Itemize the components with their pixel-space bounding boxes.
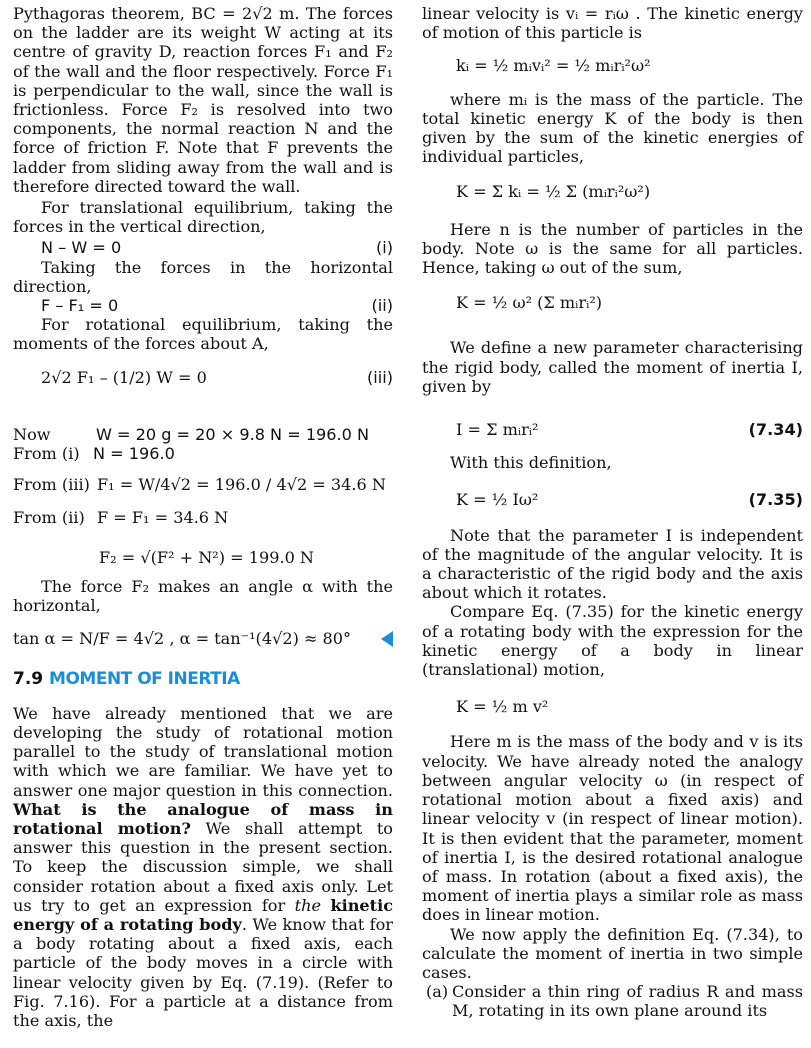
calc-equation: N = 196.0: [93, 444, 175, 464]
equation: [13, 238, 393, 257]
left-column: [13, 4, 393, 1030]
right-column: [422, 4, 803, 1021]
equation-text: N – W = 0: [41, 238, 122, 258]
text-run: . We know that for a body rotating about a fixed axis, each particle of the body moves in a circle with linear velocity given by Eq. (7.19). (Refer to Fig. 7.16). For a particle at a distance from the axis, the: [13, 914, 393, 1030]
section-number: 7.9: [13, 669, 44, 690]
calc-label: From (iii): [13, 475, 90, 495]
paragraph: linear velocity is vᵢ = rᵢω . The kinetic energy of motion of this particle is: [422, 4, 803, 43]
calc-row: [13, 548, 393, 567]
equation-number: (7.35): [748, 490, 803, 510]
paragraph: Compare Eq. (7.35) for the kinetic energy of a rotating body with the expression for the kinetic energy of a body in linear (translational) motion,: [422, 602, 803, 680]
calc-equation: W = 20 g = 20 × 9.8 N = 196.0 N: [96, 424, 370, 444]
calc-row: [13, 444, 393, 463]
calc-row: [13, 425, 393, 444]
calc-row: [13, 508, 393, 527]
equation-text: 2√2 F₁ – (1/2) W = 0: [41, 367, 207, 387]
equation-text: I = Σ mᵢrᵢ²: [456, 420, 539, 440]
equation: [13, 368, 393, 387]
calc-equation: F₂ = √(F² + N²) = 199.0 N: [99, 547, 315, 567]
calc-equation: F = F₁ = 34.6 N: [97, 508, 229, 528]
paragraph: Note that the parameter I is independent of the magnitude of the angular velocity. It is a characteristic of the rigid body and the axis about which it rotates.: [422, 525, 803, 603]
paragraph: where mᵢ is the mass of the particle. The total kinetic energy K of the body is then given by the sum of the kinetic energies of individual particles,: [422, 89, 803, 167]
equation-number: (ii): [371, 296, 393, 316]
list-item-text: Consider a thin ring of radius R and mass M, rotating in its own plane around its: [452, 982, 803, 1021]
equation-number: (iii): [367, 367, 393, 387]
calc-label: Now: [13, 424, 51, 444]
italic-text: the: [294, 895, 331, 915]
equation-text: tan α = N/F = 4√2 , α = tan⁻¹(4√2) ≈ 80°: [13, 629, 352, 649]
paragraph: Here n is the number of particles in the body. Note ω is the same for all particles. Hence, taking ω out of the sum,: [422, 219, 803, 278]
paragraph: [13, 704, 393, 1030]
text-run: We have already mentioned that we are developing the study of rotational motion parallel to the study of translational motion with which we are familiar. We have yet to answer one major question in this connection.: [13, 703, 393, 800]
list-item: [422, 982, 803, 1020]
paragraph: The force F₂ makes an angle α with the horizontal,: [13, 576, 393, 616]
equation: [13, 629, 393, 648]
equation: [422, 420, 803, 439]
left-arrow-icon: [381, 631, 393, 647]
paragraph: We now apply the definition Eq. (7.34), to calculate the moment of inertia in two simple cases.: [422, 924, 803, 982]
section-title: MOMENT OF INERTIA: [49, 669, 240, 690]
equation-text: F – F₁ = 0: [41, 296, 119, 316]
calc-label: From (i): [13, 444, 80, 464]
paragraph: Pythagoras theorem, BC = 2√2 m. The forces on the ladder are its weight W acting at its centre of gravity D, reaction forces F₁ and F₂ of the wall and the floor respectively. Force F₁ is perpendicular to the wall, since the wall is frictionless. Force F₂ is resolved into two components, the normal reaction N and the force of friction F. Note that F prevents the ladder from sliding away from the wall and is therefore directed toward the wall.: [13, 4, 393, 196]
equation-number: (i): [375, 238, 393, 258]
paragraph: Here m is the mass of the body and v is its velocity. We have already noted the analogy between angular velocity ω (in respect of rotational motion about a fixed axis) and linear velocity v (in respect of linear motion). It is then evident that the parameter, moment of inertia I, is the desired rotational analogue of mass. In rotation (about a fixed axis), the moment of inertia plays a similar role as mass does in linear motion.: [422, 732, 803, 925]
equation: [13, 296, 393, 315]
paragraph: Taking the forces in the horizontal direction,: [13, 257, 393, 296]
bold-text: kinetic energy of a rotating body: [13, 895, 393, 934]
equation-text: K = ½ Iω²: [456, 490, 539, 510]
paragraph: For rotational equilibrium, taking the moments of the forces about A,: [13, 315, 393, 354]
bold-text: What is the analogue of mass in rotational motion?: [13, 799, 393, 838]
calc-row: [13, 475, 393, 494]
equation: K = Σ kᵢ = ½ Σ (mᵢrᵢ²ω²): [456, 182, 651, 202]
text-run: We shall attempt to answer this question in the present section. To keep the discussion simple, we shall consider rotation about a fixed axis only. Let us try to get an expression for: [13, 818, 393, 915]
equation-number: (7.34): [748, 420, 803, 440]
section-heading: [13, 670, 393, 689]
calc-label: From (ii): [13, 508, 85, 528]
equation: kᵢ = ½ mᵢvᵢ² = ½ mᵢrᵢ²ω²: [456, 56, 651, 76]
equation: K = ½ ω² (Σ mᵢrᵢ²): [456, 293, 603, 313]
list-item-label: (a): [426, 982, 449, 1002]
paragraph: For translational equilibrium, taking the forces in the vertical direction,: [13, 198, 393, 237]
paragraph: We define a new parameter characterising the rigid body, called the moment of inertia I, given by: [422, 338, 803, 396]
calc-equation: F₁ = W/4√2 = 196.0 / 4√2 = 34.6 N: [97, 475, 386, 495]
equation: K = ½ m v²: [456, 697, 549, 717]
paragraph: With this definition,: [450, 453, 612, 473]
equation: [422, 490, 803, 509]
